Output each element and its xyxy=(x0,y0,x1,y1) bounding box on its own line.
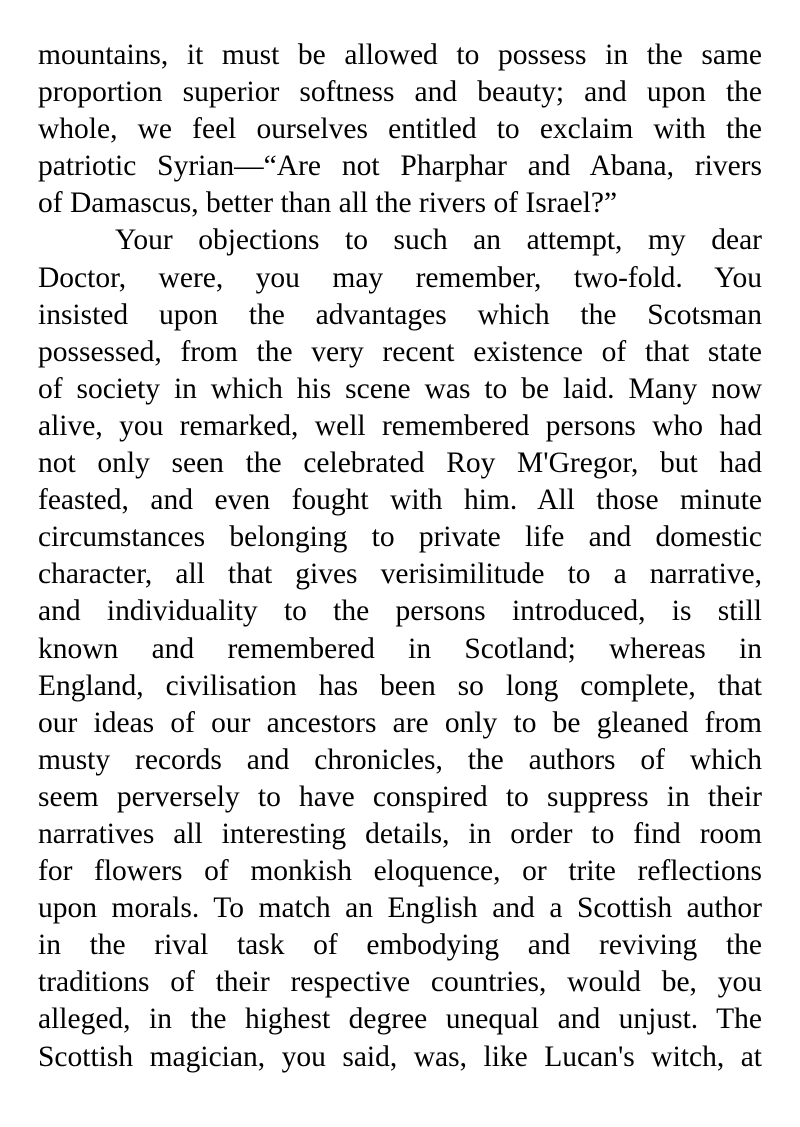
text-line: traditions of their respective countries, would be, you xyxy=(38,966,762,999)
text-line: of Damascus, better than all the rivers of Israel?” xyxy=(38,187,618,220)
paragraph-1 xyxy=(38,37,762,222)
text-line: insisted upon the advantages which the Scotsman xyxy=(38,298,762,331)
text-line: Doctor, were, you may remember, two-fold. You xyxy=(38,261,762,294)
paragraph-2 xyxy=(38,222,762,1075)
text-line: and individuality to the persons introduced, is still xyxy=(38,595,762,628)
text-line: character, all that gives verisimilitude to a narrative, xyxy=(38,558,762,591)
text-line: alleged, in the highest degree unequal and unjust. The xyxy=(38,1003,762,1036)
text-line: proportion superior softness and beauty; and upon the xyxy=(38,76,762,109)
text-line: narratives all interesting details, in order to find room xyxy=(38,817,762,850)
text-line: known and remembered in Scotland; whereas in xyxy=(38,632,762,665)
document-page xyxy=(38,37,762,1076)
text-line: possessed, from the very recent existence of that state xyxy=(38,335,762,368)
text-line: our ideas of our ancestors are only to be gleaned from xyxy=(38,706,762,739)
text-line: in the rival task of embodying and reviving the xyxy=(38,929,762,962)
text-line: England, civilisation has been so long complete, that xyxy=(38,669,762,702)
text-line: alive, you remarked, well remembered persons who had xyxy=(38,409,762,442)
text-line: not only seen the celebrated Roy M'Gregor, but had xyxy=(38,447,762,480)
text-line: Your objections to such an attempt, my dear xyxy=(115,224,762,257)
text-line: seem perversely to have conspired to suppress in their xyxy=(38,780,762,813)
text-line: circumstances belonging to private life and domestic xyxy=(38,521,762,554)
text-line: musty records and chronicles, the authors of which xyxy=(38,743,762,776)
text-line: for flowers of monkish eloquence, or trite reflections xyxy=(38,855,762,888)
text-line: Scottish magician, you said, was, like Lucan's witch, at xyxy=(38,1040,762,1073)
text-line: of society in which his scene was to be laid. Many now xyxy=(38,372,762,405)
text-line: patriotic Syrian—“Are not Pharphar and Abana, rivers xyxy=(38,150,762,183)
text-line: upon morals. To match an English and a Scottish author xyxy=(38,892,762,925)
text-line: mountains, it must be allowed to possess in the same xyxy=(38,39,762,71)
text-line: whole, we feel ourselves entitled to exclaim with the xyxy=(38,113,762,146)
text-line: feasted, and even fought with him. All those minute xyxy=(38,484,762,517)
